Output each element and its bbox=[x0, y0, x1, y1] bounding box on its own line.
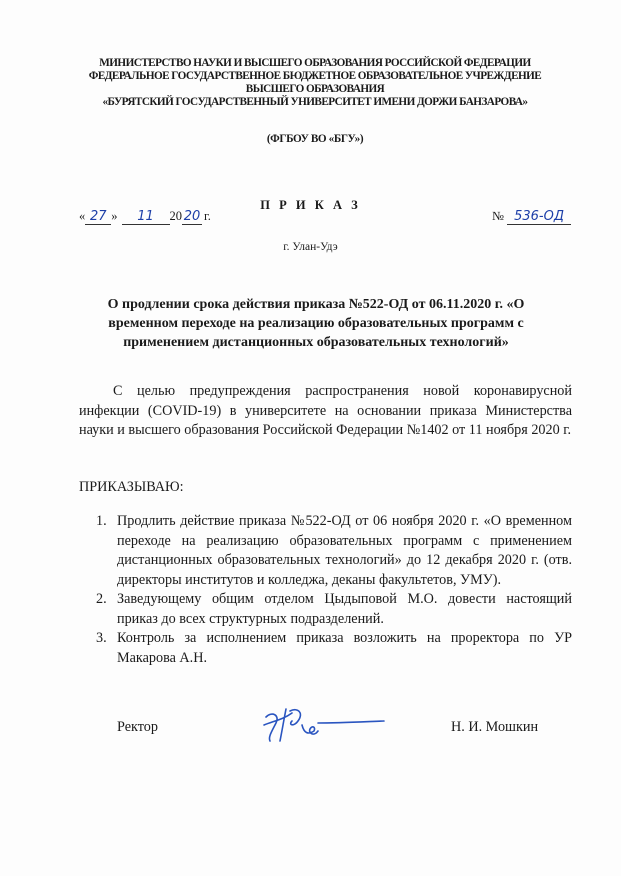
date-year-suffix: 20 bbox=[183, 209, 201, 224]
date-year-prefix: 20 bbox=[169, 209, 182, 223]
signatory-role: Ректор bbox=[117, 719, 158, 735]
order-subject: О продлении срока действия приказа №522-ОД от 06.11.2020 г. «О временном переходе на реализацию образовательных программ с применением дистанционных образовательных технологий» bbox=[107, 297, 525, 350]
date-open-quote: « bbox=[79, 209, 86, 223]
date-month: 11 bbox=[122, 210, 170, 225]
list-item-number: 1. bbox=[96, 513, 107, 529]
number-label: № bbox=[492, 209, 504, 223]
header-ministry: МИНИСТЕРСТВО НАУКИ И ВЫСШЕГО ОБРАЗОВАНИЯ РОССИЙСКОЙ ФЕДЕРАЦИИ bbox=[99, 57, 531, 69]
list-item bbox=[96, 629, 572, 668]
header-institution-type: ФЕДЕРАЛЬНОЕ ГОСУДАРСТВЕННОЕ БЮДЖЕТНОЕ ОБРАЗОВАТЕЛЬНОЕ УЧРЕЖДЕНИЕ bbox=[88, 70, 542, 82]
list-item-number: 3. bbox=[96, 630, 107, 646]
signatory-name: Н. И. Мошкин bbox=[451, 719, 539, 735]
list-item-text: Контроль за исполнением приказа возложить на проректора по УР Макарова А.Н. bbox=[117, 630, 572, 666]
header-abbreviation: (ФГБОУ ВО «БГУ») bbox=[266, 133, 364, 145]
order-word: ПРИКАЗЫВАЮ: bbox=[79, 479, 184, 495]
list-item-text: Заведующему общим отделом Цыдыповой М.О. довести настоящий приказ до всех структурных подразделений. bbox=[117, 591, 572, 627]
preamble-paragraph: С целью предупреждения распространения новой коронавирусной инфекции (COVID-19) в университете на основании приказа Министерства науки и высшего образования Российской Федерации №1402 от 11 ноября 2020 г. bbox=[79, 383, 572, 438]
handwritten-signature-icon bbox=[258, 703, 388, 745]
order-title: П Р И К А З bbox=[260, 198, 361, 212]
number-value: 536-ОД bbox=[507, 210, 571, 225]
order-items-list bbox=[96, 512, 572, 668]
date-year-unit: г. bbox=[204, 209, 211, 223]
header-education-level: ВЫСШЕГО ОБРАЗОВАНИЯ bbox=[245, 83, 385, 95]
list-item bbox=[96, 590, 572, 629]
order-number bbox=[492, 209, 571, 225]
list-item-number: 2. bbox=[96, 591, 107, 607]
header-university-name: «БУРЯТСКИЙ ГОСУДАРСТВЕННЫЙ УНИВЕРСИТЕТ ИМЕНИ ДОРЖИ БАНЗАРОВА» bbox=[102, 96, 528, 108]
date-day: 27 bbox=[85, 210, 111, 225]
list-item-text: Продлить действие приказа №522-ОД от 06 ноября 2020 г. «О временном переходе на реализацию образовательных программ с применением дистанционных образовательных технологий» до 12 декабря 2020 г. (отв. директоры институтов и колледжа, деканы факультетов, УМУ). bbox=[117, 513, 572, 588]
city: г. Улан-Удэ bbox=[283, 241, 338, 253]
date-close-quote: » bbox=[111, 209, 118, 223]
order-date bbox=[79, 209, 211, 225]
list-item bbox=[96, 512, 572, 590]
